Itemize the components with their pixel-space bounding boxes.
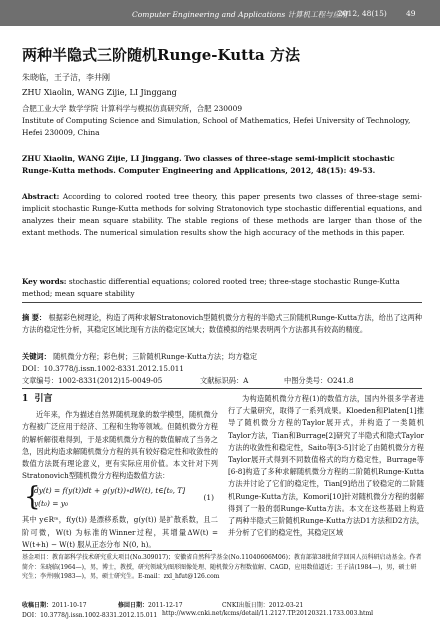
affiliation-chinese: 合肥工业大学 数学学院 计算科学与模拟仿真研究所，合肥 230009 [22,104,243,113]
section-title: 引言 [34,394,53,404]
page-number: 49 [406,9,416,18]
authors-chinese: 朱晓临，王子洁，李井刚 [22,73,110,82]
revised-value: 2011-12-17 [148,602,183,609]
left-column [22,393,218,551]
equation-brace: { [24,482,41,513]
section-number: 1 [22,394,29,404]
intro-paragraph-right: 为构造随机微分方程(1)的数值方法，国内外很多学者进行了大量研究，取得了一系列成果。Kloeden和Platen[1]推导了随机微分方程的Taylor展开式，并构造了一类随机Taylor方法，Tian和Burrage[2]研究了半隐式和隐式Taylor方法的收敛性和稳定性，Saito等[3-5]讨论了由随机微分方程Taylor展开式得到不同数值格式的均方稳定性，Burrage等[6-8]构造了多种求解随机微分方程的二阶随机Runge-Kutta方法并讨论了它们的稳定性，Tian[9]给出了较稳定的二阶随机Runge-Kutta方法，Komori[10]针对随机微分方程的弱解得到了一般的弱Runge-Kutta方法。本文在这些基础上构造了两种半隐式三阶随机Runge-Kutta方法D1方法和D2方法，并分析了它们的稳定性，其稳定区域 [228,394,424,538]
doi: DOI：10.3778/j.issn.1002-8331.2012.15.011 [22,364,184,373]
abstract-english [22,191,422,239]
section-heading [22,393,218,405]
received-date [22,600,87,609]
received-value: 2011-10-17 [52,602,87,609]
cnki-value: 2012-03-21 [268,602,304,609]
abstract-cn-text: 根据彩色树理论，构造了两种求解Stratonovich型随机微分方程的半隐式三阶随机Runge-Kutta方法，给出了这两种方法的稳定性分析，其稳定区域比现有方法的稳定区域大；数值模拟的结果表明两个方法都具有较高的精度。 [22,313,422,334]
right-column [228,393,424,539]
issue-info: 2012, 48(15) [338,9,387,18]
affiliation [22,103,422,139]
running-header [0,0,440,26]
journal-name: Computer Engineering and Applications 计算机工程与应用 [132,10,348,19]
keywords-cn-text: 随机微分方程；彩色树；三阶随机Runge-Kutta方法；均方稳定 [53,352,258,361]
revised-date [118,600,183,609]
abstract-text: According to colored rooted tree theory, this paper presents two classes of three-stage semi-implicit stochastic Runge-Kutta methods for solving Stratonovich type stochastic differential equations, and analyzes their mean square stability. The stable regions of these methods are larger than those of the extant methods. The numerical simulation results show the high accuracy of the methods in this paper. [22,192,422,237]
cnki-label: CNKI出版日期： [222,602,269,609]
revised-label: 修回日期： [118,602,149,609]
keywords-cn-label: 关键词： [22,352,51,361]
keywords-chinese [22,351,422,363]
abstract-cn-label: 摘 要： [22,313,47,322]
article-number: 文章编号：1002-8331(2012)15-0049-05 [22,376,163,385]
footer-doi: DOI：10.3778/j.issn.1002-8331.2012.15.011 [22,612,158,619]
paper-title: 两种半隐式三阶随机Runge-Kutta 方法 [22,46,300,64]
authors-english: ZHU Xiaolin, WANG Zijie, LI Jinggang [22,88,177,97]
abstract-label: Abstract: [22,192,60,201]
cnki-date [222,600,303,609]
footer-url[interactable]: http://www.cnki.net/kcms/detail/11.2127.TP.20120321.1733.003.html [162,610,374,617]
intro-paragraph-1: 近年来，作为描述自然界随机现象的数学模型，随机微分方程被广泛应用于经济、工程和生物等领域。但随机微分方程的解析解很难得到，于是求随机微分方程的数值解成了当务之急，因此构造求解随机微分方程的具有较好稳定性和收敛性的数值方法既有理论意义，更有实际应用价值。本文针对下列Stratonovich型随机微分方程构造数值方法： [22,410,218,481]
keywords-label: Key words: [22,277,67,286]
equation-1 [22,484,218,512]
classification-number: 中图分类号：O241.8 [284,376,354,385]
citation: ZHU Xiaolin, WANG Zijie, LI Jinggang. Two classes of three-stage semi-implicit stochastic Runge-Kutta methods. Computer Engineering and Applications, 2012, 48(15): 49-53. [22,154,395,175]
intro-paragraph-2: 其中 y∈Rᵐ，f(y(t)) 是漂移系数，g(y(t)) 是扩散系数，且二阶可微，W(t) 为标准的Winner过程，其增量ΔW(t) = W(t+h) − W(t) 服从正态分布 N(0, h)。 [22,515,218,549]
received-label: 收稿日期： [22,602,53,609]
separator-bottom [22,388,422,389]
document-code: 文献标识码：A [200,376,249,385]
affiliation-english: Institute of Computing Science and Simulation, School of Mathematics, Hefei University of Technology, Hefei 230009, China [22,116,411,137]
separator-top [22,302,422,303]
footnote-rule [22,550,212,551]
equation-line-1: dy(t) = f(y(t))dt + g(y(t))∘dW(t), t∈[t₀, T] [34,486,186,496]
keywords-english [22,276,422,300]
abstract-chinese [22,312,422,336]
equation-number: (1) [203,493,214,503]
keywords-text: stochastic differential equations; colored rooted tree; three-stage stochastic Runge-Kutta method; mean square stability [22,277,400,298]
equation-line-2: y(t₀) = y₀ [34,499,68,509]
footnote: 基金项目：教育部科学技术研究重大项目(No.309017)；安徽省自然科学基金(No.11040606M06)；教育部第38批留学回国人员科研启动基金。作者简介：朱晓临(1964—)，男，博士，教授，研究领域为图形图像处理、随机微分方程数值解、CAGD，应用数值逼近；王子洁(1984—)，男，硕士研究生；李井刚(1983—)，男，硕士研究生。E-mail：zxl_hfut@126.com [22,554,422,580]
